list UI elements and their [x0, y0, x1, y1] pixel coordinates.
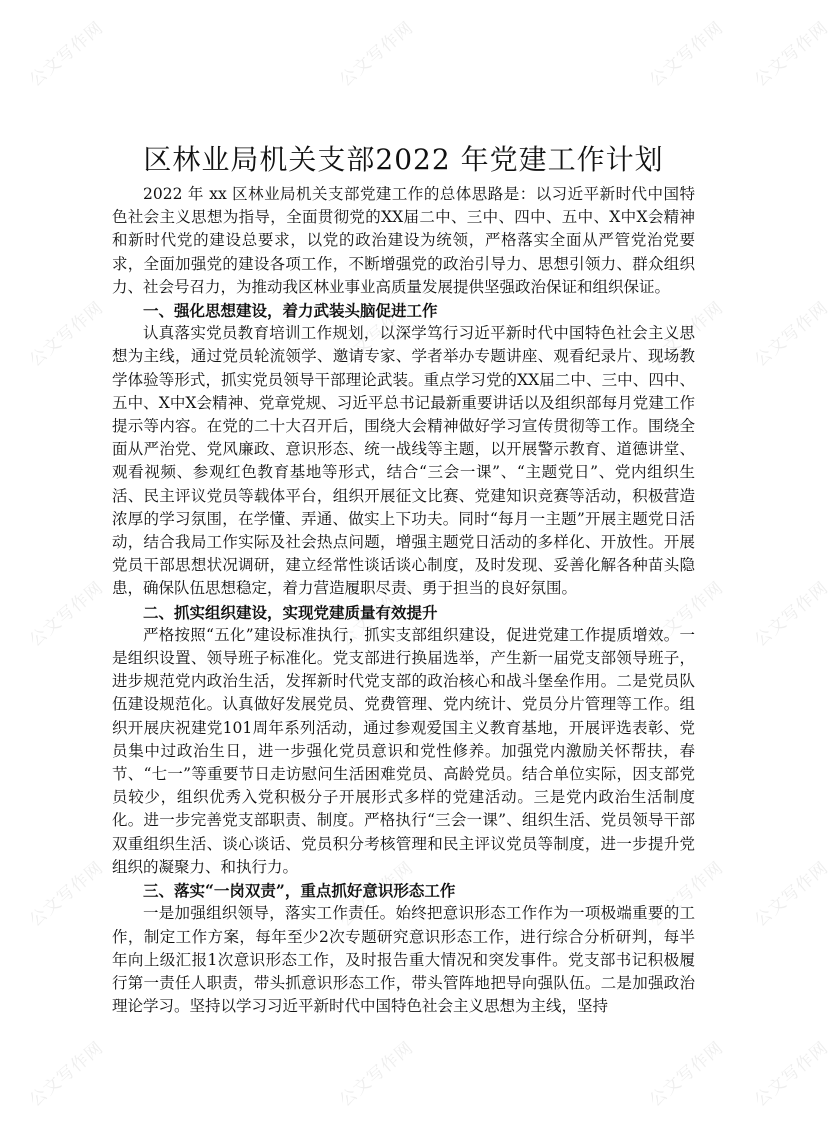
- watermark-text: 公文写作网: [750, 857, 833, 932]
- watermark-text: 公文写作网: [25, 17, 108, 92]
- watermark-text: 公文写作网: [645, 1037, 728, 1112]
- watermark-text: 公文写作网: [750, 17, 833, 92]
- section-heading-3: 三、落实“一岗双责”，重点抓好意识形态工作: [143, 881, 456, 901]
- section-3-paragraph: 一是加强组织领导，落实工作责任。始终把意识形态工作作为一项极端重要的工作，制定工作方案，每年至少2次专题研究意识形态工作，进行综合分析研判，每半年向上级汇报1次意识形态工作，及时报告重大情况和突发事件。党支部书记积极履行第一责任人职责，带头抓意识形态工作，带头管阵地把导向强队伍。二是加强政治理论学习。坚持以学习习近平新时代中国特色社会主义思想为主线，坚持: [112, 904, 695, 1016]
- watermark-text: 公文写作网: [335, 857, 418, 932]
- watermark-text: 公文写作网: [645, 297, 728, 372]
- watermark-text: 公文写作网: [335, 1037, 418, 1112]
- document-body: [112, 141, 695, 1018]
- section-heading-1: 一、强化思想建设，着力武装头脑促进工作: [143, 301, 438, 321]
- section-heading-2: 二、抓实组织建设，实现党建质量有效提升: [143, 602, 438, 622]
- watermark-text: 公文写作网: [645, 577, 728, 652]
- intro-paragraph: 2022 年 xx 区林业局机关支部党建工作的总体思路是：以习近平新时代中国特色社会主义思想为指导，全面贯彻党的XX届二中、三中、四中、五中、X中X会精神和新时代党的建设总要求，以党的政治建设为统领，严格落实全面从严管党治党要求，全面加强党的建设各项工作，不断增强党的政治引导力、思想引领力、群众组织力、社会号召力，为推动我区林业事业高质量发展提供坚强政治保证和组织保证。: [112, 185, 695, 296]
- watermark-text: 公文写作网: [25, 857, 108, 932]
- watermark-text: 公文写作网: [335, 577, 418, 652]
- watermark-text: 公文写作网: [25, 577, 108, 652]
- document-title: 区林业局机关支部2022 年党建工作计划: [143, 143, 664, 176]
- watermark-text: 公文写作网: [750, 577, 833, 652]
- watermark-text: 公文写作网: [25, 1037, 108, 1112]
- watermark-text: 公文写作网: [335, 17, 418, 92]
- watermark-text: 公文写作网: [335, 297, 418, 372]
- watermark-text: 公文写作网: [645, 17, 728, 92]
- watermark-text: 公文写作网: [750, 1037, 833, 1112]
- watermark-text: 公文写作网: [645, 857, 728, 932]
- watermark-text: 公文写作网: [750, 297, 833, 372]
- section-2-paragraph: 严格按照“五化”建设标准执行，抓实支部组织建设，促进党建工作提质增效。一是组织设置、领导班子标准化。党支部进行换届选举，产生新一届党支部领导班子，进步规范党内政治生活，发挥新时代党支部的政治核心和战斗堡垒作用。二是党员队伍建设规范化。认真做好发展党员、党费管理、党内统计、党员分片管理等工作。组织开展庆祝建党101周年系列活动，通过参观爱国主义教育基地，开展评选表彰、党员集中过政治生日，进一步强化党员意识和党性修养。加强党内激励关怀帮扶，春节、“七一”等重要节日走访慰问生活困难党员、高龄党员。结合单位实际，因支部党员较少，组织优秀入党积极分子开展形式多样的党建活动。三是党内政治生活制度化。进一步完善党支部职责、制度。严格执行“三会一课”、组织生活、党员领导干部双重组织生活、谈心谈话、党员积分考核管理和民主评议党员等制度，进一步提升党组织的凝聚力、和执行力。: [112, 625, 695, 876]
- watermark-text: 公文写作网: [25, 297, 108, 372]
- section-1-paragraph: 认真落实党员教育培训工作规划，以深学笃行习近平新时代中国特色社会主义思想为主线，通过党员轮流领学、邀请专家、学者举办专题讲座、观看纪录片、现场教学体验等形式，抓实党员领导干部理论武装。重点学习党的XX届二中、三中、四中、五中、X中X会精神、党章党规、习近平总书记最新重要讲话以及组织部每月党建工作提示等内容。在党的二十大召开后，围绕大会精神做好学习宣传贯彻等工作。围绕全面从严治党、党风廉政、意识形态、统一战线等主题，以开展警示教育、道德讲堂、观看视频、参观红色教育基地等形式，结合“三会一课”、“主题党日”、党内组织生活、民主评议党员等载体平台，组织开展征文比赛、党建知识竞赛等活动，积极营造浓厚的学习氛围，在学懂、弄通、做实上下功夫。同时“每月一主题”开展主题党日活动，结合我局工作实际及社会热点问题，增强主题党日活动的多样化、开放性。开展党员干部思想状况调研，建立经常性谈话谈心制度，及时发现、妥善化解各种苗头隐患，确保队伍思想稳定，着力营造履职尽责、勇于担当的良好氛围。: [112, 324, 695, 598]
